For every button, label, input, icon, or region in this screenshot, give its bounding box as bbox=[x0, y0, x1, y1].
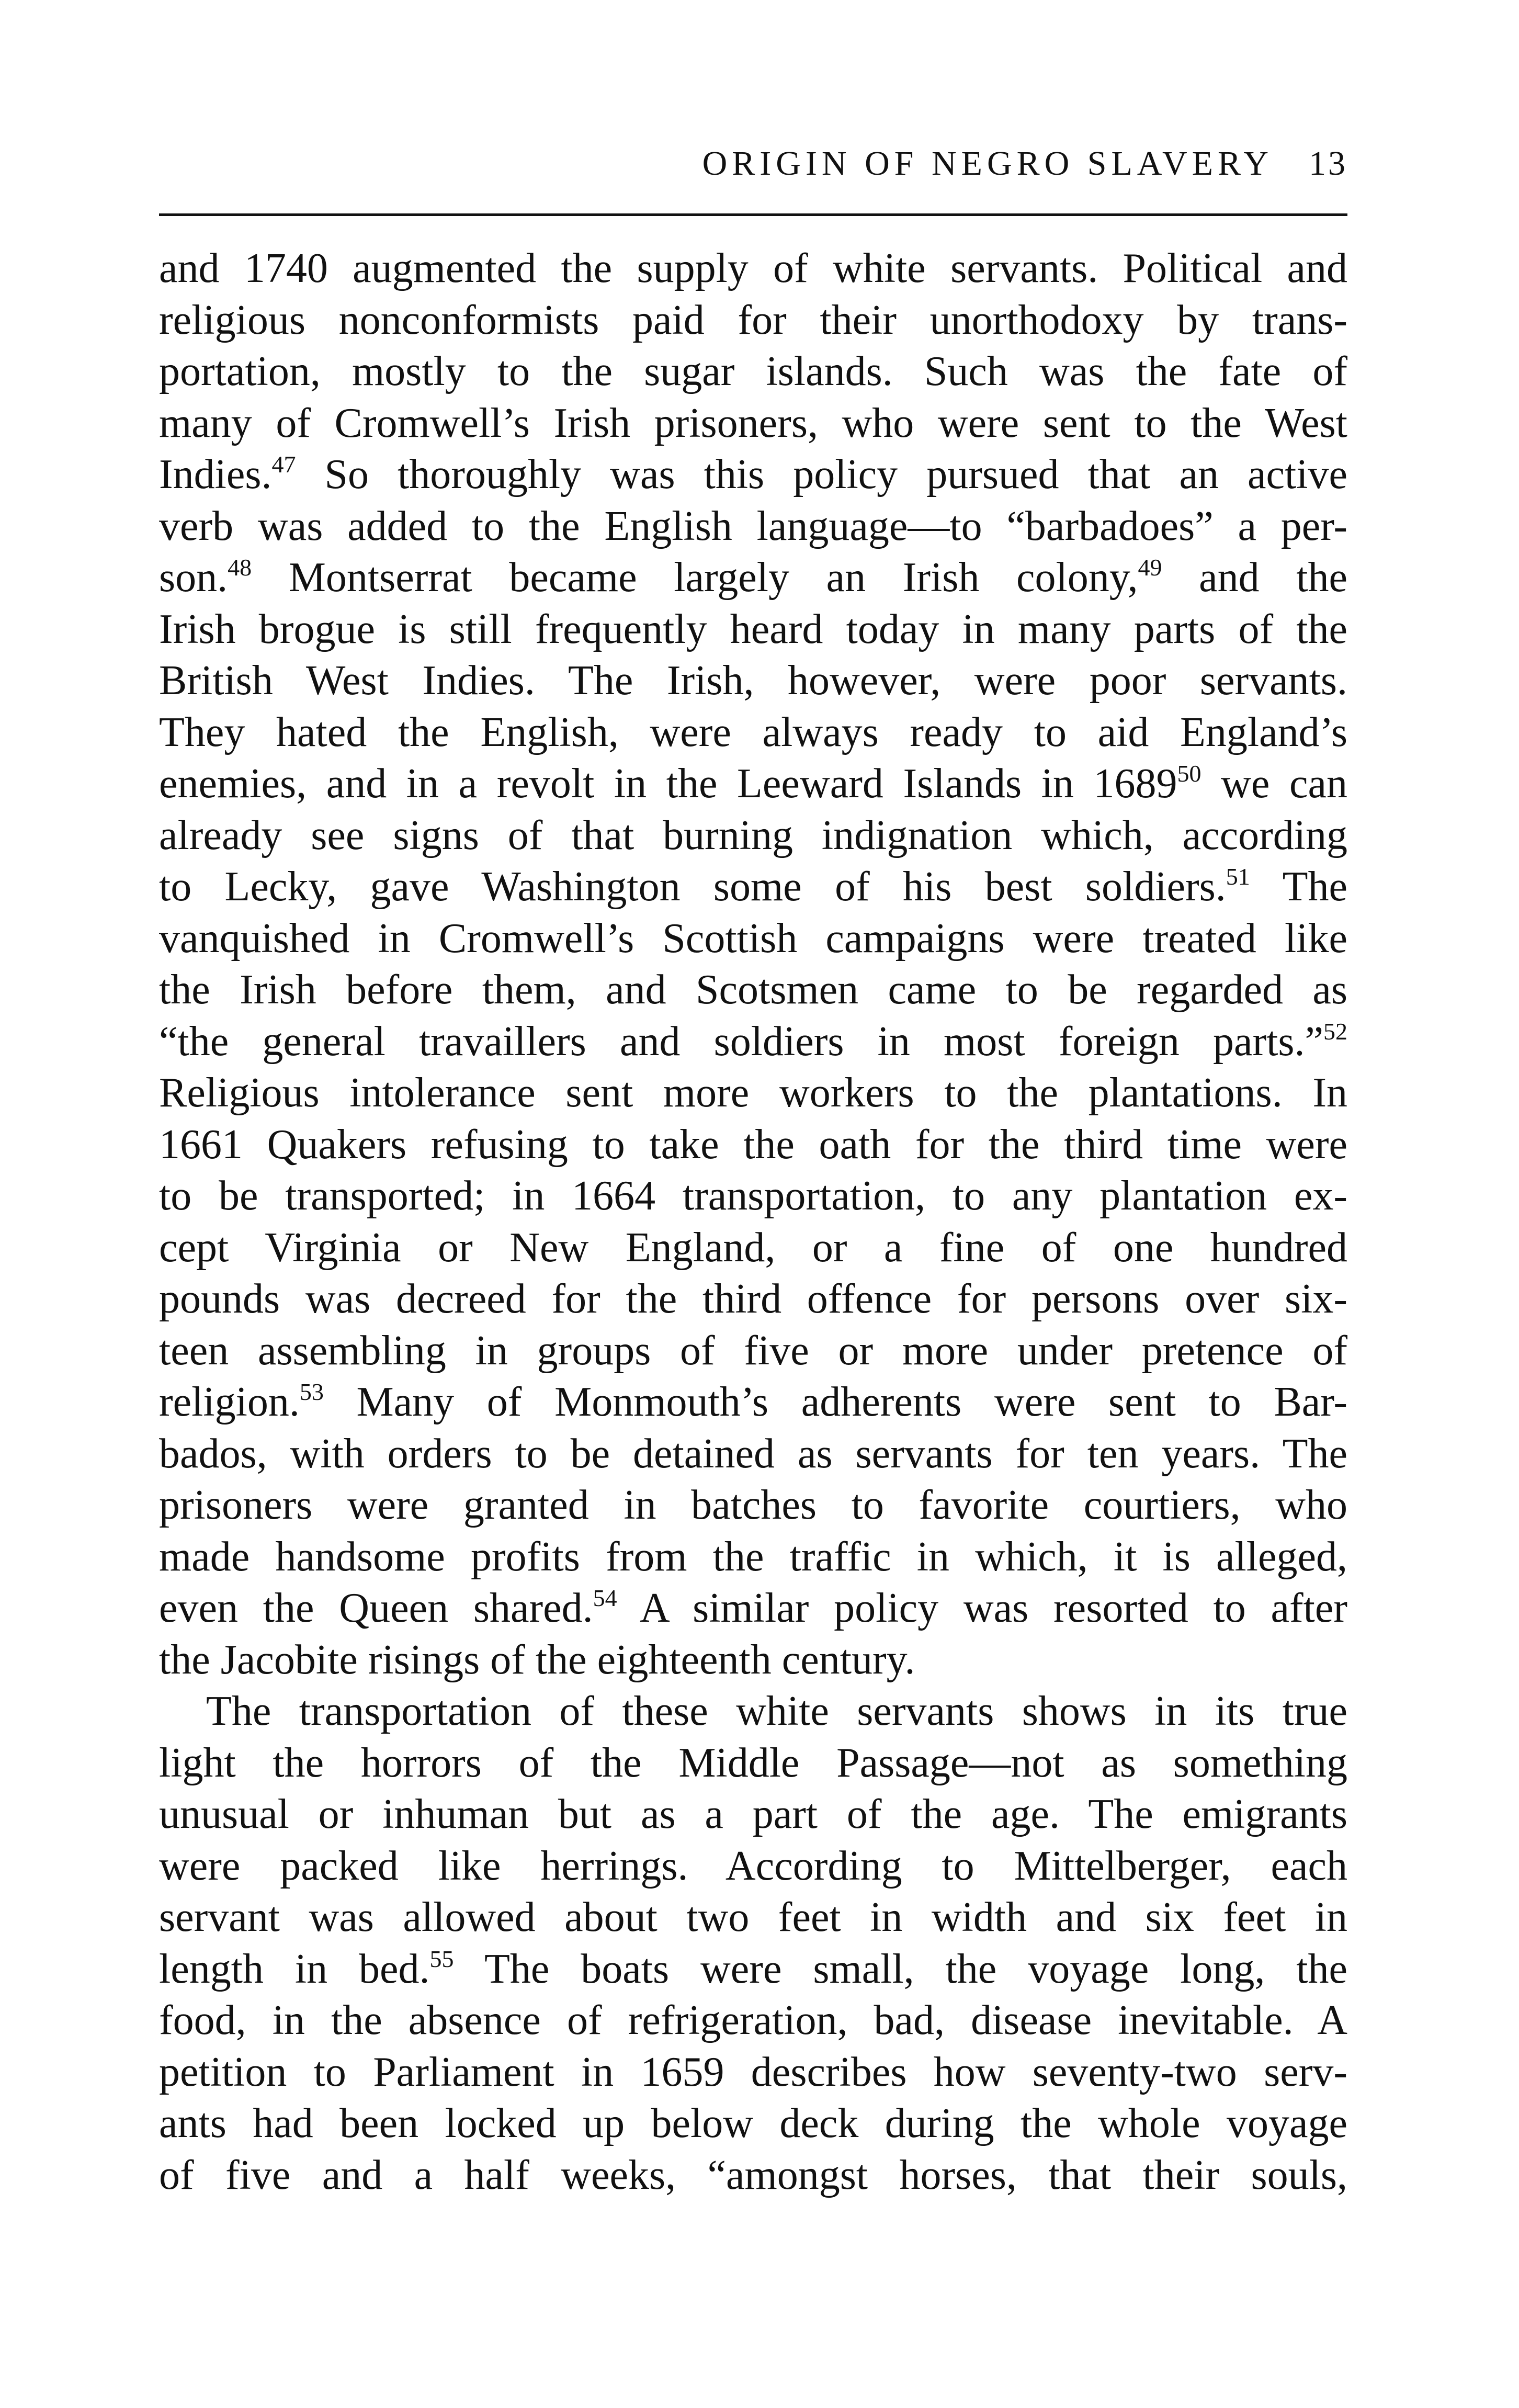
text-line: servant was allowed about two feet in width and six feet in bbox=[159, 1894, 1347, 1940]
text-line: petition to Parliament in 1659 describes how seventy-two serv- bbox=[159, 2049, 1347, 2095]
running-title: ORIGIN OF NEGRO SLAVERY bbox=[702, 144, 1273, 183]
text-line: teen assembling in groups of five or more under pretence of bbox=[159, 1327, 1347, 1374]
text-line: light the horrors of the Middle Passage—not as something bbox=[159, 1739, 1347, 1786]
text-line: food, in the absence of refrigeration, bad, disease inevitable. A bbox=[159, 1997, 1347, 2043]
text-line: enemies, and in a revolt in the Leeward Islands in 1689$^{50}$ we can bbox=[159, 760, 1347, 807]
text-line: unusual or inhuman but as a part of the age. The emigrants bbox=[159, 1791, 1347, 1837]
footnote-ref: 55 bbox=[429, 1945, 454, 1972]
paragraph-1 bbox=[159, 243, 1347, 1686]
footnote-ref: 50 bbox=[1177, 760, 1201, 787]
text-line: religion.$^{53}$ Many of Monmouth’s adherents were sent to Bar- bbox=[159, 1378, 1347, 1425]
text-line: British West Indies. The Irish, however, were poor servants. bbox=[159, 658, 1347, 704]
text-line: portation, mostly to the sugar islands. Such was the fate of bbox=[159, 348, 1347, 394]
footnote-ref: 52 bbox=[1323, 1018, 1347, 1045]
text-line: to Lecky, gave Washington some of his best soldiers.$^{51}$ The bbox=[159, 863, 1347, 910]
text-line: made handsome profits from the traffic in which, it is alleged, bbox=[159, 1533, 1347, 1580]
text-line: many of Cromwell’s Irish prisoners, who were sent to the West bbox=[159, 400, 1347, 446]
text-line: verb was added to the English language—to “barbadoes” a per- bbox=[159, 503, 1347, 549]
footnote-ref: 51 bbox=[1226, 863, 1250, 890]
header-rule bbox=[159, 213, 1347, 216]
paragraph-2 bbox=[159, 1686, 1347, 2201]
text-line: were packed like herrings. According to Mittelberger, each bbox=[159, 1842, 1347, 1889]
text-line: Indies.$^{47}$ So thoroughly was this policy pursued that an active bbox=[159, 451, 1347, 498]
footnote-ref: 53 bbox=[299, 1378, 324, 1405]
text-line: the Irish before them, and Scotsmen came to be regarded as bbox=[159, 967, 1347, 1013]
text-line: and 1740 augmented the supply of white servants. Political and bbox=[159, 245, 1347, 291]
text-line: religious nonconformists paid for their unorthodoxy by trans- bbox=[159, 297, 1347, 343]
text-line: The transportation of these white servants shows in its true bbox=[206, 1688, 1347, 1734]
text-line: to be transported; in 1664 transportation, to any plantation ex- bbox=[159, 1173, 1347, 1219]
footnote-ref: 47 bbox=[271, 451, 296, 478]
text-line: cept Virginia or New England, or a fine of one hundred bbox=[159, 1224, 1347, 1271]
body-text bbox=[159, 243, 1347, 2201]
text-line: pounds was decreed for the third offence for persons over six- bbox=[159, 1276, 1347, 1322]
text-line: of five and a half weeks, “amongst horses, that their souls, bbox=[159, 2152, 1347, 2198]
text-line: already see signs of that burning indignation which, according bbox=[159, 812, 1347, 858]
book-page bbox=[159, 0, 1347, 2408]
text-line: son.$^{48}$ Montserrat became largely an Irish colony,$^{49}$ and the bbox=[159, 554, 1347, 601]
text-line: vanquished in Cromwell’s Scottish campaigns were treated like bbox=[159, 915, 1347, 962]
text-line: They hated the English, were always ready to aid England’s bbox=[159, 709, 1347, 755]
text-line: ants had been locked up below deck during the whole voyage bbox=[159, 2100, 1347, 2146]
text-line: prisoners were granted in batches to favorite courtiers, who bbox=[159, 1482, 1347, 1528]
text-line: Religious intolerance sent more workers to the plantations. In bbox=[159, 1070, 1347, 1116]
running-head bbox=[159, 140, 1347, 187]
footnote-ref: 49 bbox=[1138, 554, 1162, 581]
page-number: 13 bbox=[1309, 144, 1347, 183]
text-line: Irish brogue is still frequently heard today in many parts of the bbox=[159, 606, 1347, 652]
text-line: bados, with orders to be detained as servants for ten years. The bbox=[159, 1430, 1347, 1477]
text-line: even the Queen shared.$^{54}$ A similar policy was resorted to after bbox=[159, 1585, 1347, 1631]
footnote-ref: 54 bbox=[593, 1585, 617, 1611]
footnote-ref: 48 bbox=[228, 554, 252, 581]
text-line: 1661 Quakers refusing to take the oath for the third time were bbox=[159, 1121, 1347, 1168]
text-line: the Jacobite risings of the eighteenth century. bbox=[159, 1636, 915, 1683]
text-line: length in bed.$^{55}$ The boats were small, the voyage long, the bbox=[159, 1945, 1347, 1992]
text-line: “the general travaillers and soldiers in most foreign parts.”$^{52}$ bbox=[159, 1018, 1347, 1065]
